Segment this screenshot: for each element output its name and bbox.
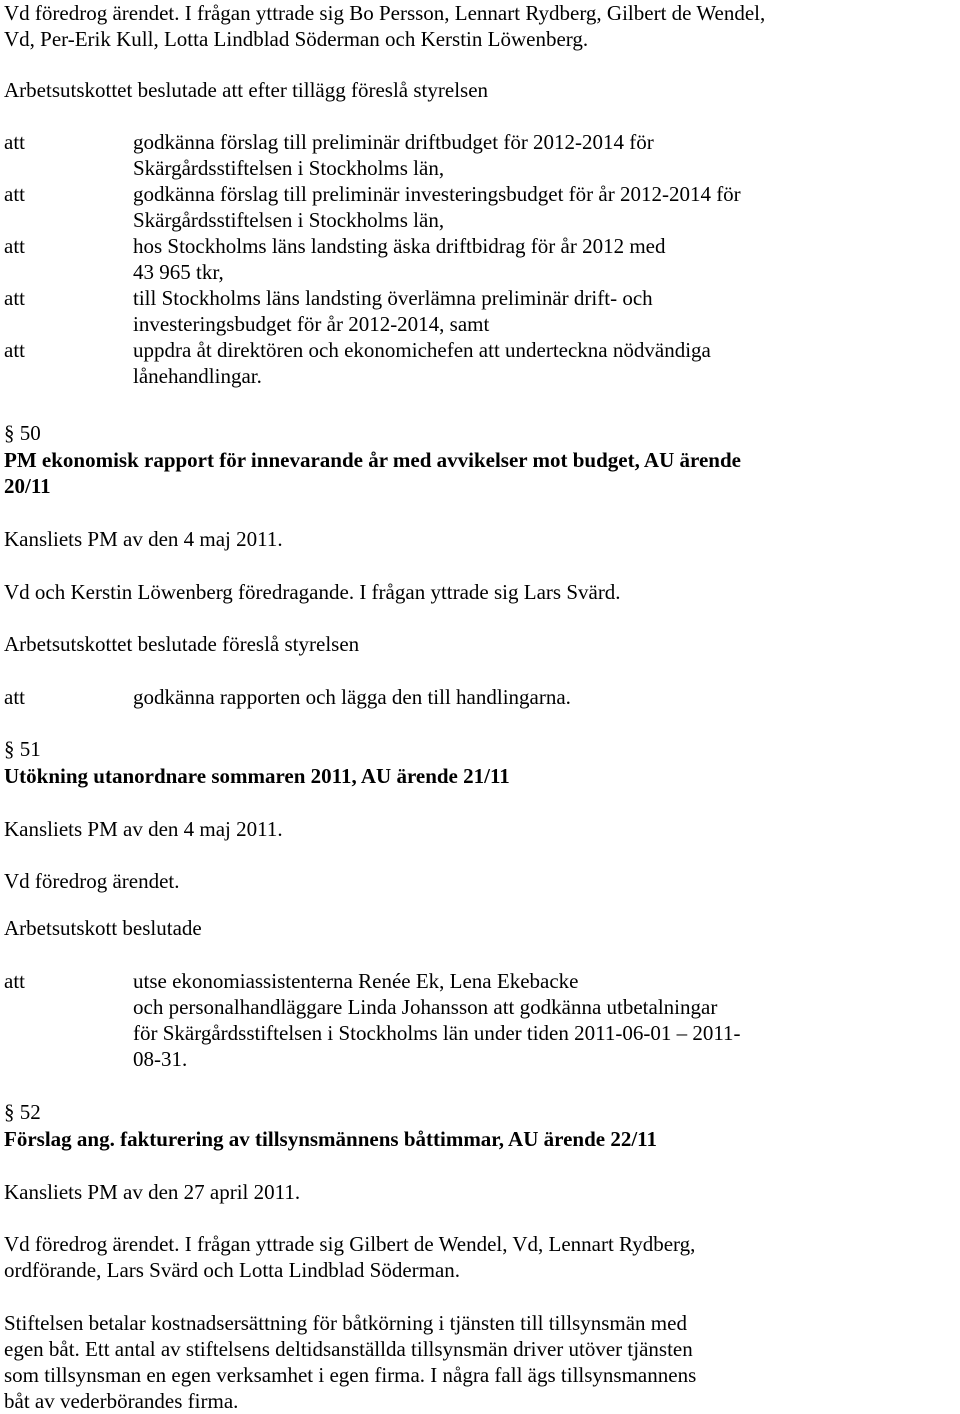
att-label: att bbox=[4, 130, 25, 154]
att-item-line: godkänna förslag till preliminär investeringsbudget för år 2012-2014 för bbox=[133, 182, 741, 206]
att-item-line: Skärgårdsstiftelsen i Stockholms län, bbox=[133, 156, 445, 180]
intro-line-1: Vd föredrog ärendet. I frågan yttrade sig Bo Persson, Lennart Rydberg, Gilbert de Wendel, bbox=[4, 1, 766, 25]
att-item-line: Skärgårdsstiftelsen i Stockholms län, bbox=[133, 208, 445, 232]
section-51-att-item bbox=[4, 968, 954, 1072]
section-52-number: § 52 bbox=[4, 1100, 41, 1124]
section-50-decision: Arbetsutskottet beslutade föreslå styrelsen bbox=[4, 632, 360, 656]
section-50-att-item bbox=[4, 684, 954, 710]
section-51-discussion: Vd föredrog ärendet. bbox=[4, 869, 180, 893]
att-item-line: för Skärgårdsstiftelsen i Stockholms län under tiden 2011-06-01 – 2011- bbox=[133, 1021, 741, 1045]
att-item-line: investeringsbudget för år 2012-2014, samt bbox=[133, 312, 490, 336]
section-52-body-line: Stiftelsen betalar kostnadsersättning för båtkörning i tjänsten till tillsynsmän med bbox=[4, 1311, 687, 1335]
att-item-line: uppdra åt direktören och ekonomichefen att underteckna nödvändiga bbox=[133, 338, 711, 362]
section-50-reference: Kansliets PM av den 4 maj 2011. bbox=[4, 527, 283, 551]
att-item-line: utse ekonomiassistenterna Renée Ek, Lena Ekebacke bbox=[133, 969, 579, 993]
section-52-body bbox=[4, 1310, 954, 1414]
att-label: att bbox=[4, 182, 25, 206]
att-list-1 bbox=[4, 129, 954, 389]
att-item bbox=[4, 285, 954, 337]
decision-intro: Arbetsutskottet beslutade att efter tillägg föreslå styrelsen bbox=[4, 78, 489, 102]
att-item-line: godkänna förslag till preliminär driftbudget för 2012-2014 för bbox=[133, 130, 654, 154]
att-item-line: lånehandlingar. bbox=[133, 364, 262, 388]
att-label: att bbox=[4, 969, 25, 993]
section-52-body-line: som tillsynsman en egen verksamhet i egen firma. I några fall ägs tillsynsmannens bbox=[4, 1363, 697, 1387]
att-item-line: till Stockholms läns landsting överlämna preliminär drift- och bbox=[133, 286, 653, 310]
intro-line-2: Vd, Per-Erik Kull, Lotta Lindblad Söderman och Kerstin Löwenberg. bbox=[4, 27, 589, 51]
section-52-discussion bbox=[4, 1231, 954, 1283]
att-label: att bbox=[4, 286, 25, 310]
section-52-discussion-line: Vd föredrog ärendet. I frågan yttrade sig Gilbert de Wendel, Vd, Lennart Rydberg, bbox=[4, 1232, 696, 1256]
att-item-line: 43 965 tkr, bbox=[133, 260, 224, 284]
att-item bbox=[4, 233, 954, 285]
att-label: att bbox=[4, 338, 25, 362]
section-50-title bbox=[4, 447, 954, 499]
section-51-title: Utökning utanordnare sommaren 2011, AU ärende 21/11 bbox=[4, 764, 510, 788]
section-52-body-line: egen båt. Ett antal av stiftelsens deltidsanställda tillsynsmän driver utöver tjänsten bbox=[4, 1337, 693, 1361]
att-item bbox=[4, 129, 954, 181]
section-50-title-line-1: PM ekonomisk rapport för innevarande år med avvikelser mot budget, AU ärende bbox=[4, 448, 741, 472]
att-item-line: godkänna rapporten och lägga den till handlingarna. bbox=[133, 685, 571, 709]
att-item bbox=[4, 337, 954, 389]
section-50-number: § 50 bbox=[4, 421, 41, 445]
section-52-discussion-line: ordförande, Lars Svärd och Lotta Lindblad Söderman. bbox=[4, 1258, 461, 1282]
att-item-line: och personalhandläggare Linda Johansson att godkänna utbetalningar bbox=[133, 995, 718, 1019]
section-51-reference: Kansliets PM av den 4 maj 2011. bbox=[4, 817, 283, 841]
section-51-number: § 51 bbox=[4, 737, 41, 761]
section-52-title: Förslag ang. fakturering av tillsynsmännens båttimmar, AU ärende 22/11 bbox=[4, 1127, 657, 1151]
att-label: att bbox=[4, 234, 25, 258]
section-51-decision: Arbetsutskott beslutade bbox=[4, 916, 202, 940]
att-item bbox=[4, 181, 954, 233]
att-item-line: hos Stockholms läns landsting äska driftbidrag för år 2012 med bbox=[133, 234, 666, 258]
att-label: att bbox=[4, 685, 25, 709]
intro-paragraph bbox=[4, 0, 954, 52]
section-50-discussion: Vd och Kerstin Löwenberg föredragande. I frågan yttrade sig Lars Svärd. bbox=[4, 580, 621, 604]
section-52-reference: Kansliets PM av den 27 april 2011. bbox=[4, 1180, 301, 1204]
section-52-body-line: båt av vederbörandes firma. bbox=[4, 1389, 239, 1413]
att-item-line: 08-31. bbox=[133, 1047, 188, 1071]
section-50-title-line-2: 20/11 bbox=[4, 474, 51, 498]
